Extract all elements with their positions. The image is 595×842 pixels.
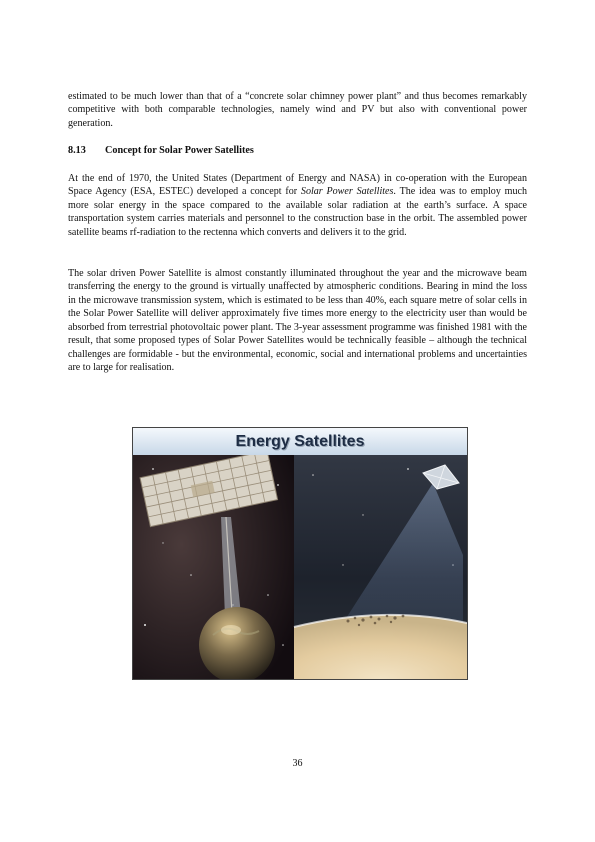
left-panel-space-scene [133, 455, 294, 679]
paragraph-2-text: The solar driven Power Satellite is almost constantly illuminated throughout the year and the microwave beam transferring the energy to the ground is virtually unaffected by atmospheric conditions. Bearing in mind the loss in the microwave transmission system, which is estimated to be less than 40%, each square metre of solar cells in the Solar Power Satellite will deliver approximately five times more energy to the electricity user than would be absorbed from terrestrial photovoltaic power plant. The 3-year assessment programme was finished 1981 with the result, that some proposed types of Solar Power Satellites would be technically feasible – although the technical challenges are formidable - but the environmental, economic, social and international problems and uncertainties are to large for realisation. [68, 268, 527, 374]
intro-text: estimated to be much lower than that of a “concrete solar chimney power plant” and thus becomes remarkably competitive with both comparable technologies, namely wind and PV but also with conventional power generation. [68, 91, 527, 129]
section-paragraph-1 [68, 172, 527, 239]
figure-title: Energy Satellites [235, 432, 365, 450]
paragraph-1-emphasis: Solar Power Satellites [300, 186, 394, 198]
section-heading [68, 145, 254, 156]
satellite-illustration [133, 455, 467, 679]
paragraph-1-text-a: At the end of 1970, the United States (Department of Energy and NASA) in co-operation with the European Space Agency (ESA, ESTEC) developed a concept for [68, 173, 527, 198]
intro-paragraph [68, 90, 527, 130]
right-panel-space-scene [294, 455, 467, 679]
section-title: Concept for Solar Power Satellites [105, 145, 254, 156]
earth-horizon [294, 615, 467, 679]
section-number: 8.13 [68, 145, 86, 156]
page-number: 36 [292, 758, 303, 769]
section-paragraph-2 [68, 267, 527, 375]
paragraph-1-text-b: . The idea was to employ much more solar energy in the space compared to the available solar radiation at the earth’s surface. A space transportation system carries materials and personnel to the construction base in the orbit. The assembled power satellite beams rf-radiation to the rectenna which converts and delivers it to the grid. [68, 186, 527, 238]
energy-satellites-figure [132, 427, 468, 680]
figure-title-bar [133, 428, 467, 456]
